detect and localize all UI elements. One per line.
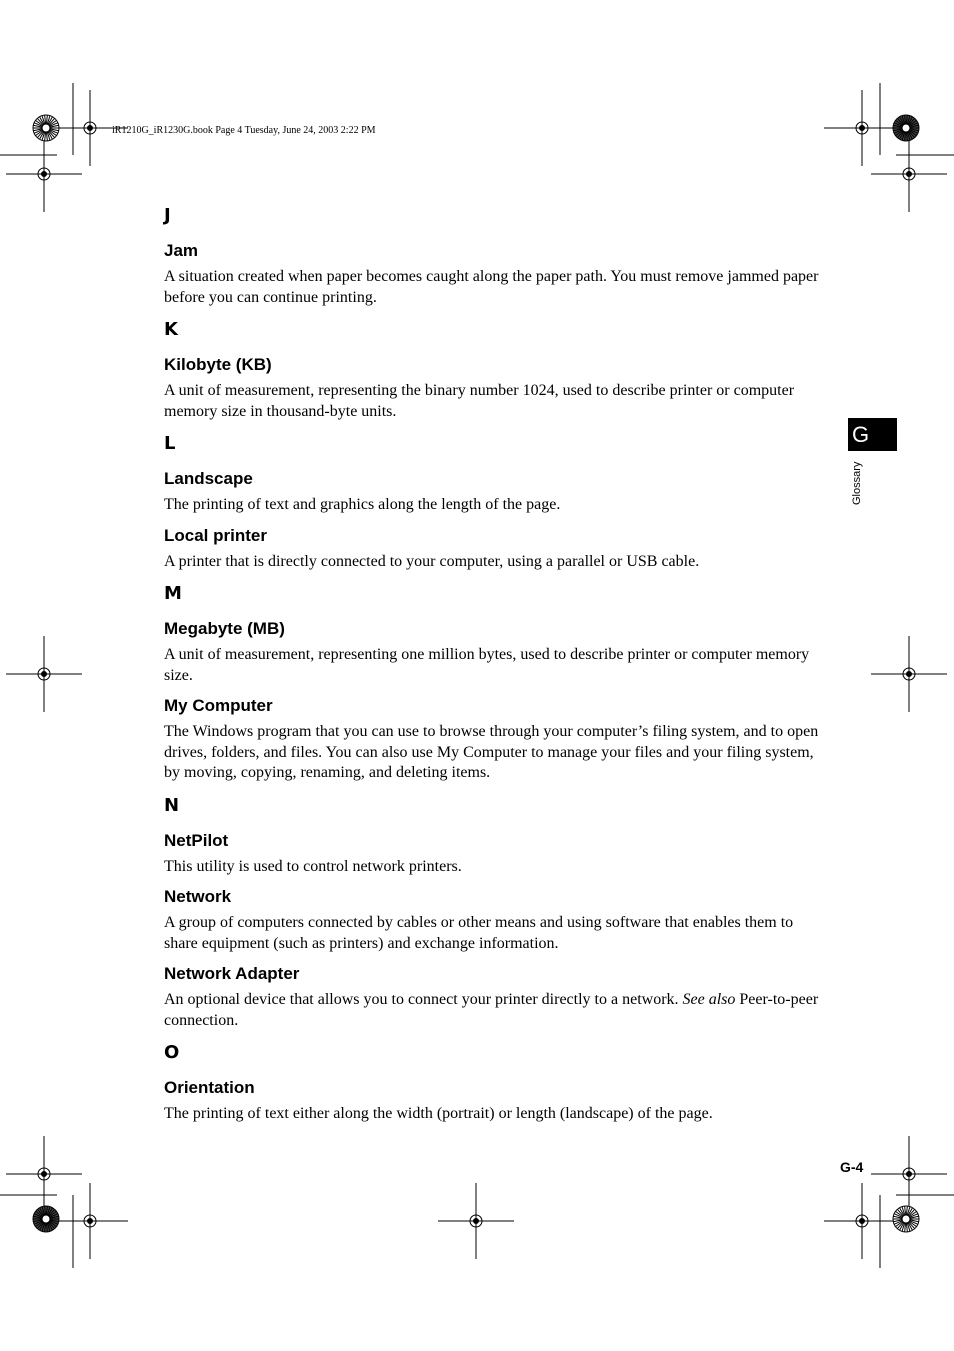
- chapter-tab-label: Glossary: [851, 461, 863, 505]
- term-orientation: Orientation: [164, 1078, 255, 1097]
- section-letter-o: O: [164, 1042, 180, 1063]
- term-netpilot: NetPilot: [164, 830, 229, 850]
- definition-jam: A situation created when paper becomes caught along the paper path. You must remove jammed paper before you can continue printing.: [164, 268, 819, 306]
- section-letter-j: J: [164, 205, 171, 226]
- term-kilobyte: Kilobyte (KB): [164, 355, 272, 374]
- definition-orientation: The printing of text either along the width (portrait) or length (landscape) of the page.: [164, 1105, 713, 1122]
- definition-network-adapter: [164, 990, 829, 1031]
- definition-netpilot: This utility is used to control network printers.: [164, 857, 462, 875]
- term-network-adapter: Network Adapter: [164, 964, 300, 983]
- term-my-computer: My Computer: [164, 696, 273, 715]
- definition-network: A group of computers connected by cables or other means and using software that enables them to share equipment (such as printers) and exchange information.: [164, 914, 794, 952]
- section-letter-k: K: [164, 319, 178, 340]
- term-landscape: Landscape: [164, 469, 253, 488]
- term-network: Network: [164, 887, 232, 906]
- page-number: G-4: [840, 1159, 864, 1175]
- definition-landscape: The printing of text and graphics along the length of the page.: [164, 496, 561, 513]
- definition-network-adapter-start: An optional device that allows you to connect your printer directly to a network.: [164, 991, 683, 1008]
- term-local-printer: Local printer: [164, 525, 267, 545]
- definition-my-computer: The Windows program that you can use to browse through your computer’s filing system, and to open drives, folders, and files. You can also use My Computer to manage your files and your filing system, by moving, copying, renaming, and deleting items.: [164, 723, 819, 781]
- section-letter-m: M: [164, 583, 182, 604]
- term-jam: Jam: [164, 241, 199, 260]
- glossary-content: [164, 205, 829, 1125]
- chapter-tab: G: [848, 418, 897, 451]
- section-letter-n: N: [164, 794, 180, 816]
- definition-kilobyte: A unit of measurement, representing the binary number 1024, used to describe printer or computer memory size in thousand-byte units.: [164, 382, 795, 420]
- definition-local-printer: A printer that is directly connected to your computer, using a parallel or USB cable.: [164, 552, 700, 570]
- definition-megabyte: A unit of measurement, representing one million bytes, used to describe printer or computer memory size.: [164, 646, 810, 684]
- book-info-header: iR1210G_iR1230G.book Page 4 Tuesday, June 24, 2003 2:22 PM: [112, 125, 376, 136]
- section-letter-l: L: [164, 433, 176, 454]
- definition-network-adapter-end: Peer-to-peer connection.: [164, 991, 819, 1029]
- see-also-reference: See also: [682, 991, 736, 1008]
- term-megabyte: Megabyte (MB): [164, 619, 285, 638]
